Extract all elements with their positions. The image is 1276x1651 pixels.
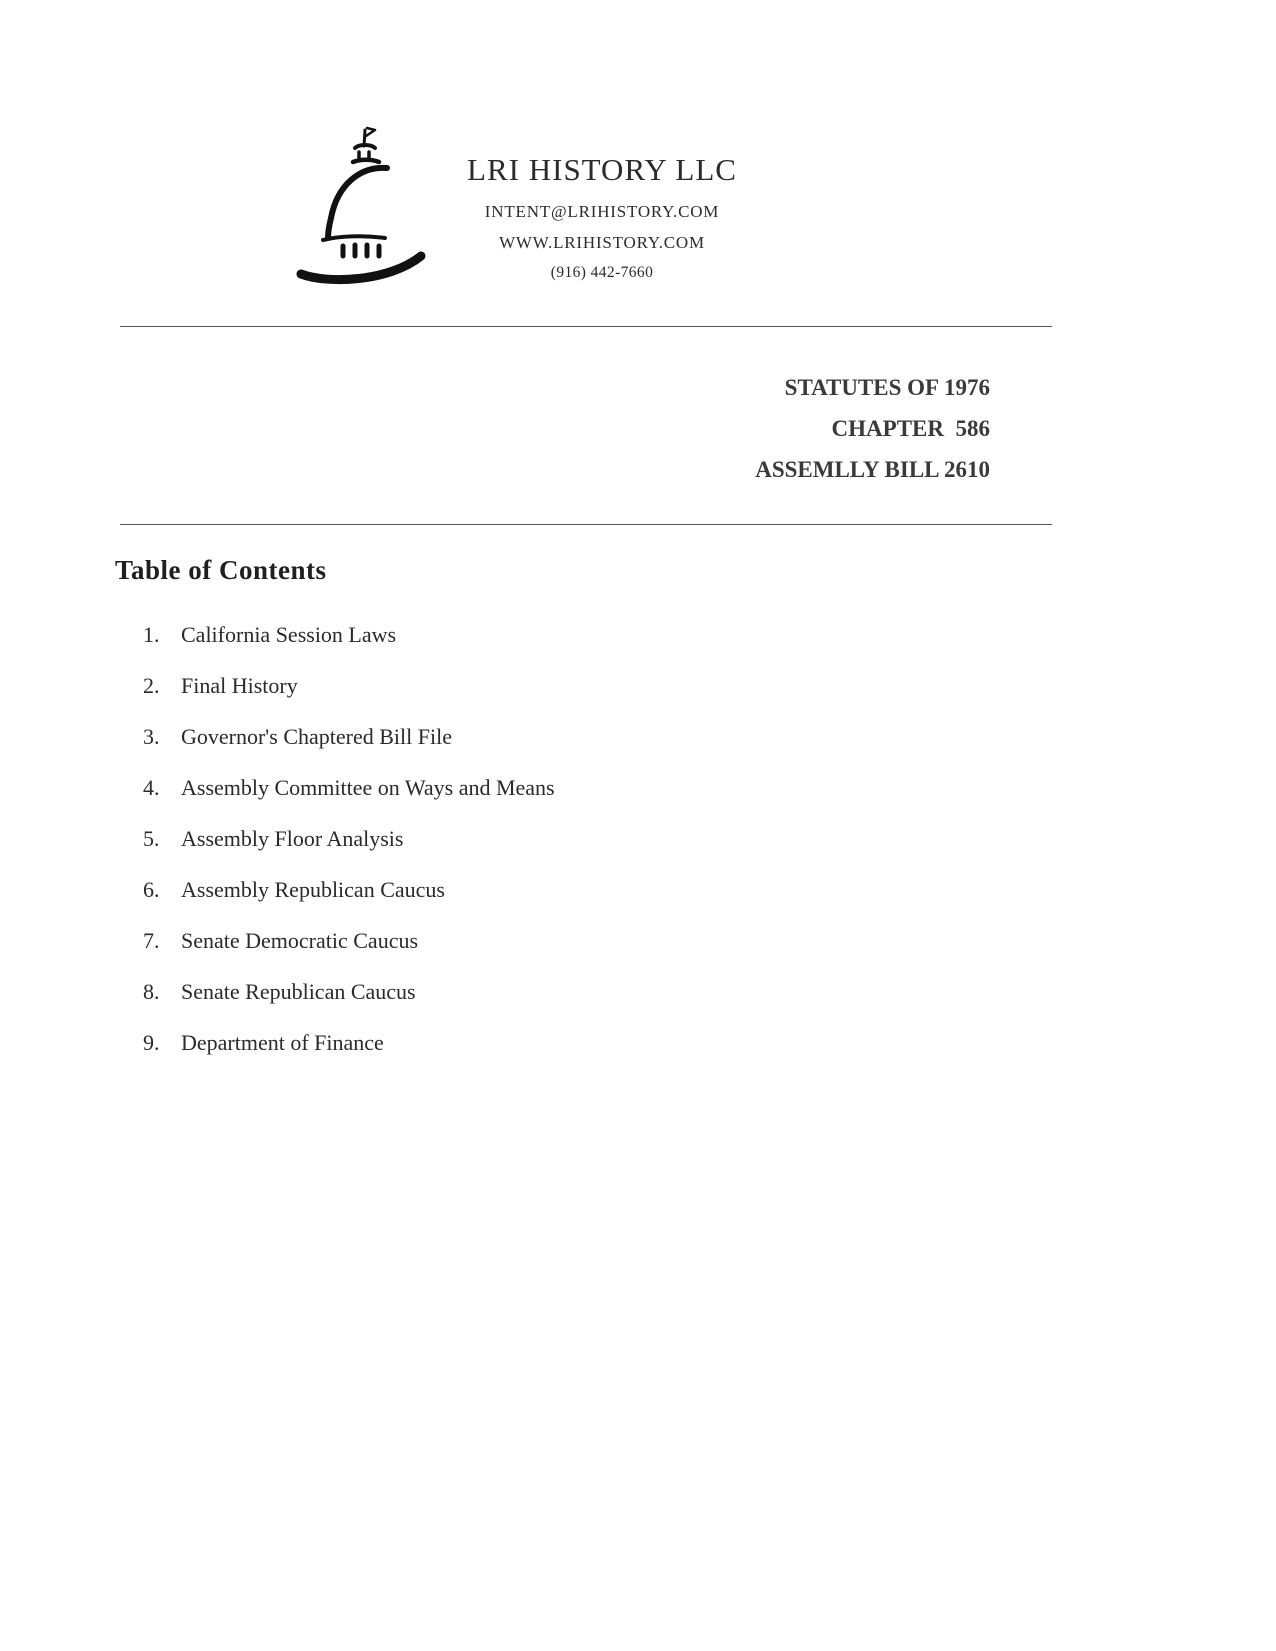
website-text: WWW.LRIHISTORY.COM (499, 233, 705, 252)
toc-item-label: Governor's Chaptered Bill File (181, 724, 452, 749)
toc-item-number: 8. (143, 979, 160, 1004)
statutes-year-line: STATUTES OF 1976 (784, 375, 990, 400)
chapter-line: CHAPTER 586 (831, 416, 990, 441)
toc-item-label: Department of Finance (181, 1030, 384, 1055)
toc-item-label: Assembly Republican Caucus (181, 877, 445, 902)
toc-item-number: 9. (143, 1030, 160, 1055)
statute-title-block (0, 327, 1276, 524)
toc-heading: Table of Contents (115, 555, 327, 585)
toc-item (115, 724, 1276, 750)
toc-list (115, 622, 1276, 1056)
toc-item-number: 2. (143, 673, 160, 698)
toc-item-number: 4. (143, 775, 160, 800)
toc-item (115, 673, 1276, 699)
assembly-bill-line: ASSEMLLY BILL 2610 (755, 457, 990, 482)
email-text: INTENT@LRIHISTORY.COM (484, 202, 720, 221)
toc-item-number: 1. (143, 622, 160, 647)
toc-item (115, 979, 1276, 1005)
table-of-contents (0, 525, 1276, 1056)
toc-item-label: Final History (181, 673, 298, 698)
toc-item-number: 5. (143, 826, 160, 851)
company-name: LRI HISTORY LLC (467, 152, 737, 187)
toc-item-label: Assembly Floor Analysis (181, 826, 404, 851)
toc-item-number: 7. (143, 928, 160, 953)
phone-text: (916) 442-7660 (550, 264, 654, 281)
toc-item-number: 3. (143, 724, 160, 749)
toc-item-label: California Session Laws (181, 622, 397, 647)
toc-item (115, 1030, 1276, 1056)
toc-item (115, 775, 1276, 801)
toc-item (115, 877, 1276, 903)
toc-item-label: Assembly Committee on Ways and Means (181, 775, 555, 800)
toc-item (115, 622, 1276, 648)
letterhead (0, 0, 1276, 326)
toc-item-label: Senate Republican Caucus (181, 979, 416, 1004)
toc-item (115, 928, 1276, 954)
capitol-dome-logo-icon (293, 122, 443, 287)
toc-item-number: 6. (143, 877, 160, 902)
toc-item-label: Senate Democratic Caucus (181, 928, 419, 953)
letterhead-text (467, 152, 737, 282)
toc-item (115, 826, 1276, 852)
